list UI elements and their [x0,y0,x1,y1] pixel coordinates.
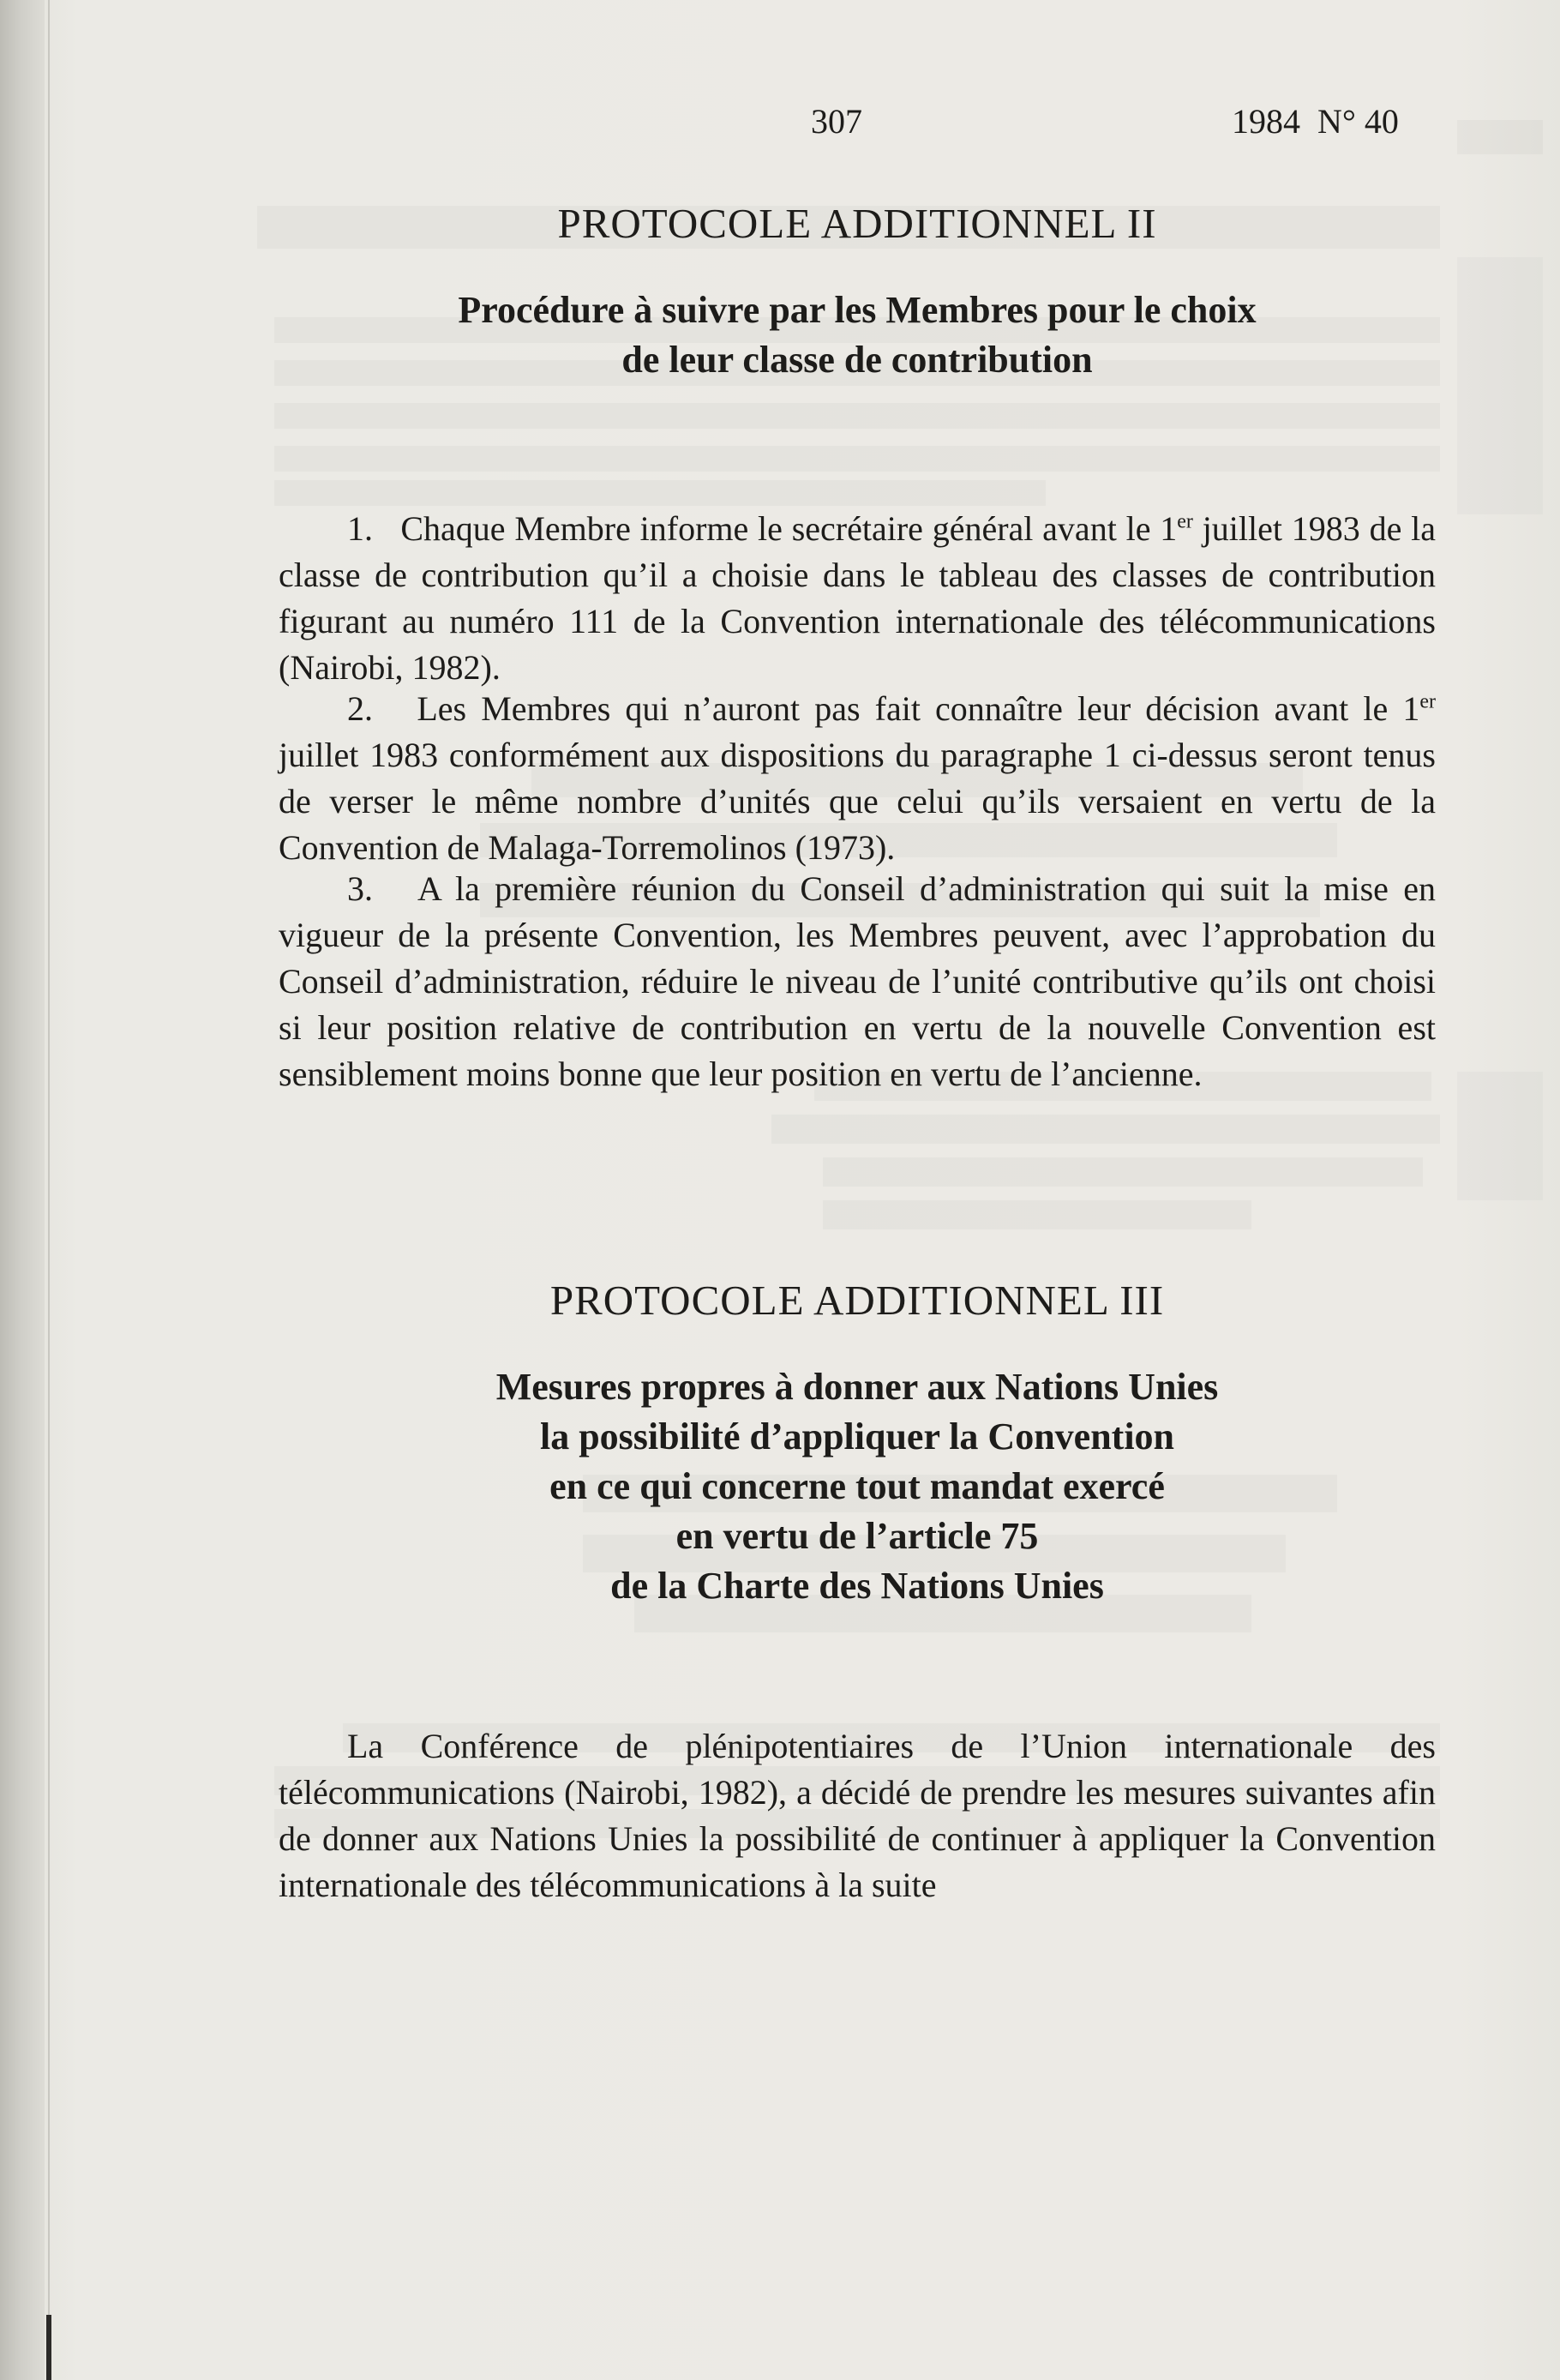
protocol-iii-paragraph [279,1723,1436,1908]
paragraph-text: A la première réunion du Conseil d’administration qui suit la mise en vigueur de la présente Convention, les Membres peuvent, avec l’approbation du Conseil d’administration, réduire le niveau de l’unité contributive qu’ils ont choisi si leur position relative de contribution en vertu de la nouvelle Convention est sensiblement moins bonne que leur position en vertu de l’ancienne. [279,869,1436,1093]
issue-number: N° 40 [1317,102,1399,141]
protocol-iii-subtitle-line-3: en ce qui concerne tout mandat exercé [549,1465,1165,1507]
ordinal-superscript: er [1177,510,1193,533]
ordinal-superscript: er [1419,690,1437,713]
protocol-ii-paragraph-3 [279,866,1436,1097]
issue-reference [1232,101,1399,142]
protocol-iii-subtitle-line-4: en vertu de l’article 75 [675,1515,1039,1557]
paragraph-number: 2. [347,689,373,728]
protocol-ii-paragraph-1 [279,506,1436,691]
protocol-iii-subtitle-line-2: la possibilité d’appliquer la Convention [539,1415,1175,1457]
protocol-ii-subtitle-line-1: Procédure à suivre par les Membres pour le choix [458,289,1257,331]
paragraph-text-part: Chaque Membre informe le secrétaire général avant le 1 [400,509,1178,548]
protocol-ii-title: PROTOCOLE ADDITIONNEL II [557,200,1157,247]
protocol-iii-subtitle-line-1: Mesures propres à donner aux Nations Unies [495,1366,1219,1408]
paragraph-number: 1. [347,509,373,548]
gutter-fold-line [48,0,50,2380]
protocol-ii-subtitle-line-2: de leur classe de contribution [621,339,1093,381]
issue-year: 1984 [1232,102,1300,141]
protocol-iii-subtitle-line-5: de la Charte des Nations Unies [610,1565,1104,1607]
page-number: 307 [811,102,862,141]
paragraph-text-part: juillet 1983 conformément aux dispositions du paragraphe 1 ci-dessus seront tenus de verser le même nombre d’unités que celui qu’ils versaient en vertu de la Convention de Malaga-Torremolinos (1973). [279,736,1436,867]
paragraph-text-part: juillet 1983 de la classe de contribution qu’il a choisie dans le tableau des classes de contribution figurant au numéro 111 de la Convention internationale des télécommunications (Nairobi, 1982). [279,509,1436,687]
paragraph-text-part: Les Membres qui n’auront pas fait connaître leur décision avant le 1 [417,689,1420,728]
protocol-ii-paragraph-2 [279,686,1436,871]
paragraph-text: La Conférence de plénipotentiaires de l’Union internationale des télécommunications (Nairobi, 1982), a décidé de prendre les mesures suivantes afin de donner aux Nations Unies la possibilité de continuer à appliquer la Convention internationale des télécommunications à la suite [279,1727,1436,1904]
book-gutter [0,0,45,2380]
paragraph-number: 3. [347,869,373,908]
binding-mark [46,2315,51,2380]
protocol-iii-title: PROTOCOLE ADDITIONNEL III [549,1277,1165,1324]
